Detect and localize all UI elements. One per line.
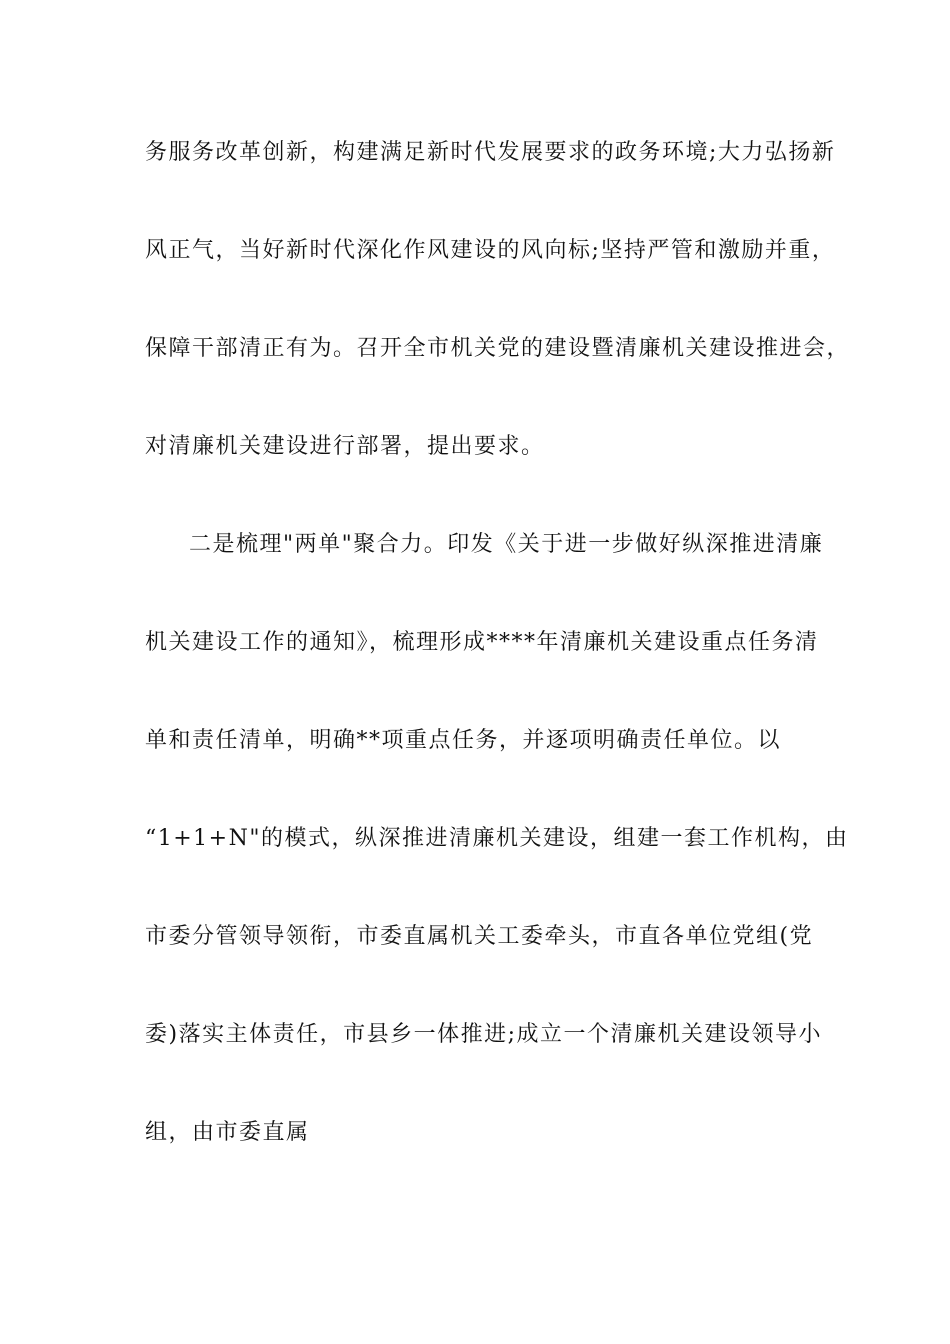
text-line: 单和责任清单，明确**项重点任务，并逐项明确责任单位。以 [145, 728, 782, 753]
text-line: “1+1+N"的模式，纵深推进清廉机关建设，组建一套工作机构，由 [145, 826, 849, 851]
text-line: 组，由市委直属 [145, 1120, 310, 1145]
text-line: 委)落实主体责任，市县乡一体推进;成立一个清廉机关建设领导小 [145, 1022, 822, 1047]
paragraph-start-line: 二是梳理"两单"聚合力。印发《关于进一步做好纵深推进清廉 [189, 532, 824, 557]
text-line: 市委分管领导领衔，市委直属机关工委牵头，市直各单位党组(党 [145, 924, 814, 949]
text-line: 机关建设工作的通知》，梳理形成****年清廉机关建设重点任务清 [145, 630, 819, 655]
text-line: 风正气，当好新时代深化作风建设的风向标;坚持严管和激励并重， [145, 238, 836, 263]
text-line: 保障干部清正有为。召开全市机关党的建设暨清廉机关建设推进会， [145, 336, 851, 361]
document-body [145, 128, 851, 1206]
text-line: 对清廉机关建设进行部署，提出要求。 [145, 434, 545, 459]
text-line: 务服务改革创新，构建满足新时代发展要求的政务环境;大力弘扬新 [145, 140, 836, 165]
